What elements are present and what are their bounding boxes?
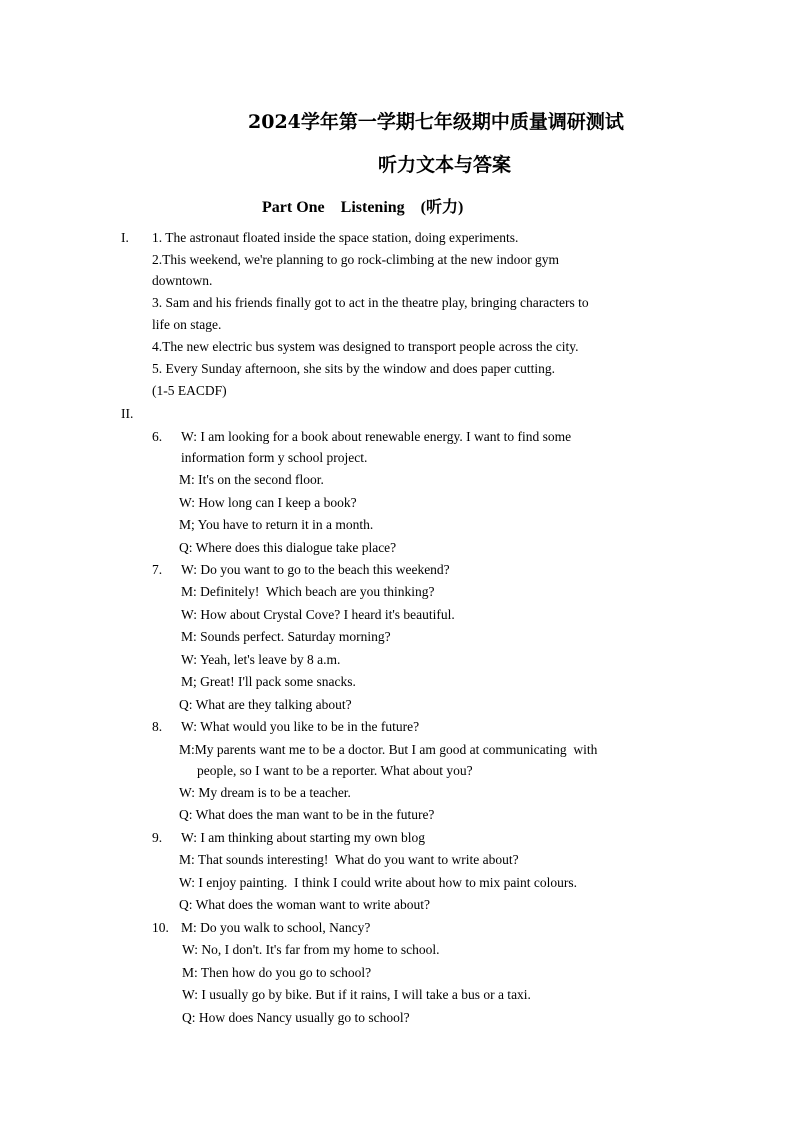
q7-line: W: How about Crystal Cove? I heard it's beautiful. [181, 607, 455, 622]
q6-question: Q: Where does this dialogue take place? [179, 540, 397, 555]
q9-question: Q: What does the woman want to write about? [179, 897, 430, 912]
item-3-cont: life on stage. [152, 317, 222, 332]
q10-question: Q: How does Nancy usually go to school? [182, 1010, 410, 1025]
q7-line: M; Great! I'll pack some snacks. [181, 674, 356, 689]
question-number-6: 6. [152, 429, 163, 444]
part-heading: Part One Listening (听力) [262, 199, 464, 216]
q8-line: M:My parents want me to be a doctor. But I am good at communicating with [179, 742, 598, 757]
section-numeral-2: II. [121, 406, 134, 421]
q6-line: W: I am looking for a book about renewable energy. I want to find some [181, 429, 572, 444]
item-2-cont: downtown. [152, 273, 213, 288]
document-subtitle: 听力文本与答案 [378, 154, 512, 176]
q8-line: W: My dream is to be a teacher. [179, 785, 351, 800]
q8-line: W: What would you like to be in the future? [181, 719, 420, 734]
item-3: 3. Sam and his friends finally got to act in the theatre play, bringing characters to [152, 295, 589, 310]
q9-line: M: That sounds interesting! What do you want to write about? [179, 852, 519, 867]
q9-line: W: I am thinking about starting my own blog [181, 830, 425, 845]
item-5: 5. Every Sunday afternoon, she sits by the window and does paper cutting. [152, 361, 556, 376]
q7-line: M: Definitely! Which beach are you thinking? [181, 584, 435, 599]
section1-answers: (1-5 EACDF) [152, 383, 227, 398]
item-1: 1. The astronaut floated inside the space station, doing experiments. [152, 230, 519, 245]
question-number-7: 7. [152, 562, 163, 577]
q6-line: M; You have to return it in a month. [179, 517, 374, 532]
q8-line: people, so I want to be a reporter. What about you? [197, 763, 473, 778]
q6-line: W: How long can I keep a book? [179, 495, 357, 510]
q10-line: W: No, I don't. It's far from my home to school. [182, 942, 440, 957]
q8-question: Q: What does the man want to be in the future? [179, 807, 435, 822]
question-number-8: 8. [152, 719, 163, 734]
q7-line: M: Sounds perfect. Saturday morning? [181, 629, 391, 644]
question-number-10: 10. [152, 920, 169, 935]
section-numeral-1: I. [121, 230, 129, 245]
item-2: 2.This weekend, we're planning to go rock-climbing at the new indoor gym [152, 252, 559, 267]
item-4: 4.The new electric bus system was designed to transport people across the city. [152, 339, 579, 354]
q9-line: W: I enjoy painting. I think I could write about how to mix paint colours. [179, 875, 578, 890]
q7-line: W: Do you want to go to the beach this weekend? [181, 562, 450, 577]
document-title: 2024学年第一学期七年级期中质量调研测试 [248, 111, 624, 133]
question-number-9: 9. [152, 830, 163, 845]
q7-line: W: Yeah, let's leave by 8 a.m. [181, 652, 341, 667]
q10-line: M: Then how do you go to school? [182, 965, 372, 980]
q10-line: W: I usually go by bike. But if it rains, I will take a bus or a taxi. [182, 987, 531, 1002]
q10-line: M: Do you walk to school, Nancy? [181, 920, 371, 935]
q6-line: M: It's on the second floor. [179, 472, 324, 487]
q6-line: information form y school project. [181, 450, 368, 465]
q7-question: Q: What are they talking about? [179, 697, 352, 712]
